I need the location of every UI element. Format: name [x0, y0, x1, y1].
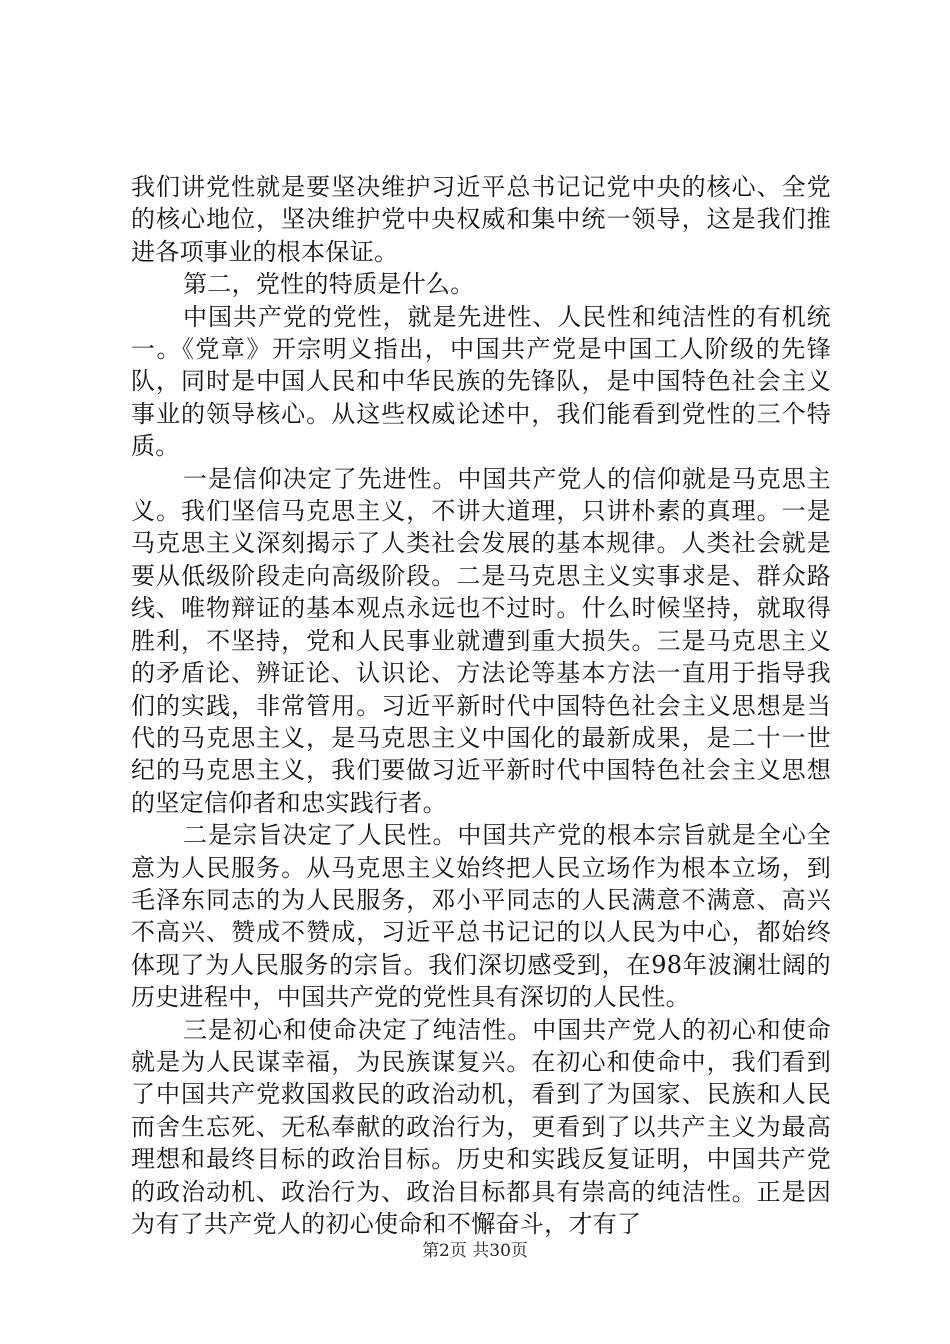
section-heading: 第二，党性的特质是什么。 [183, 270, 475, 299]
paragraph-party-nature: 中国共产党的党性，就是先进性、人民性和纯洁性的有机统一。《党章》开宗明义指出，中国共产党是中国工人阶级的先锋队，同时是中国人民和中华民族的先锋队，是中国特色社会主义事业的领导核心。从这些权威论述中，我们能看到党性的三个特质。 [131, 302, 831, 461]
page-number-footer: 第2页 共30页 [422, 1241, 528, 1261]
paragraph-people-nature: 二是宗旨决定了人民性。中国共产党的根本宗旨就是全心全意为人民服务。从马克思主义始终把人民立场作为根本立场，到毛泽东同志的为人民服务，邓小平同志的人民满意不满意、高兴不高兴、赞成不赞成，习近平总书记记的以人民为中心，都始终体现了为人民服务的宗旨。我们深切感受到，在98年波澜壮阔的历史进程中，中国共产党的党性具有深切的人民性。 [131, 821, 831, 1012]
document-body [131, 171, 831, 1240]
paragraph-continuation: 我们讲党性就是要坚决维护习近平总书记记党中央的核心、全党的核心地位，坚决维护党中央权威和集中统一领导，这是我们推进各项事业的根本保证。 [131, 173, 831, 266]
paragraph-purity-nature: 三是初心和使命决定了纯洁性。中国共产党人的初心和使命就是为人民谋幸福，为民族谋复兴。在初心和使命中，我们看到了中国共产党救国救民的政治动机，看到了为国家、民族和人民而舍生忘死、无私奉献的政治行为，更看到了以共产主义为最高理想和最终目标的政治目标。历史和实践反复证明，中国共产党的政治动机、政治行为、政治目标都具有崇高的纯洁性。正是因为有了共产党人的初心使命和不懈奋斗，才有了 [131, 1015, 831, 1238]
paragraph-advanced-nature: 一是信仰决定了先进性。中国共产党人的信仰就是马克思主义。我们坚信马克思主义，不讲大道理，只讲朴素的真理。一是马克思主义深刻揭示了人类社会发展的基本规律。人类社会就是要从低级阶段走向高级阶段。二是马克思主义实事求是、群众路线、唯物辩证的基本观点永远也不过时。什么时候坚持，就取得胜利，不坚持，党和人民事业就遭到重大损失。三是马克思主义的矛盾论、辨证论、认识论、方法论等基本方法一直用于指导我们的实践，非常管用。习近平新时代中国特色社会主义思想是当代的马克思主义，是马克思主义中国化的最新成果，是二十一世纪的马克思主义，我们要做习近平新时代中国特色社会主义思想的坚定信仰者和忠实践行者。 [131, 464, 831, 817]
